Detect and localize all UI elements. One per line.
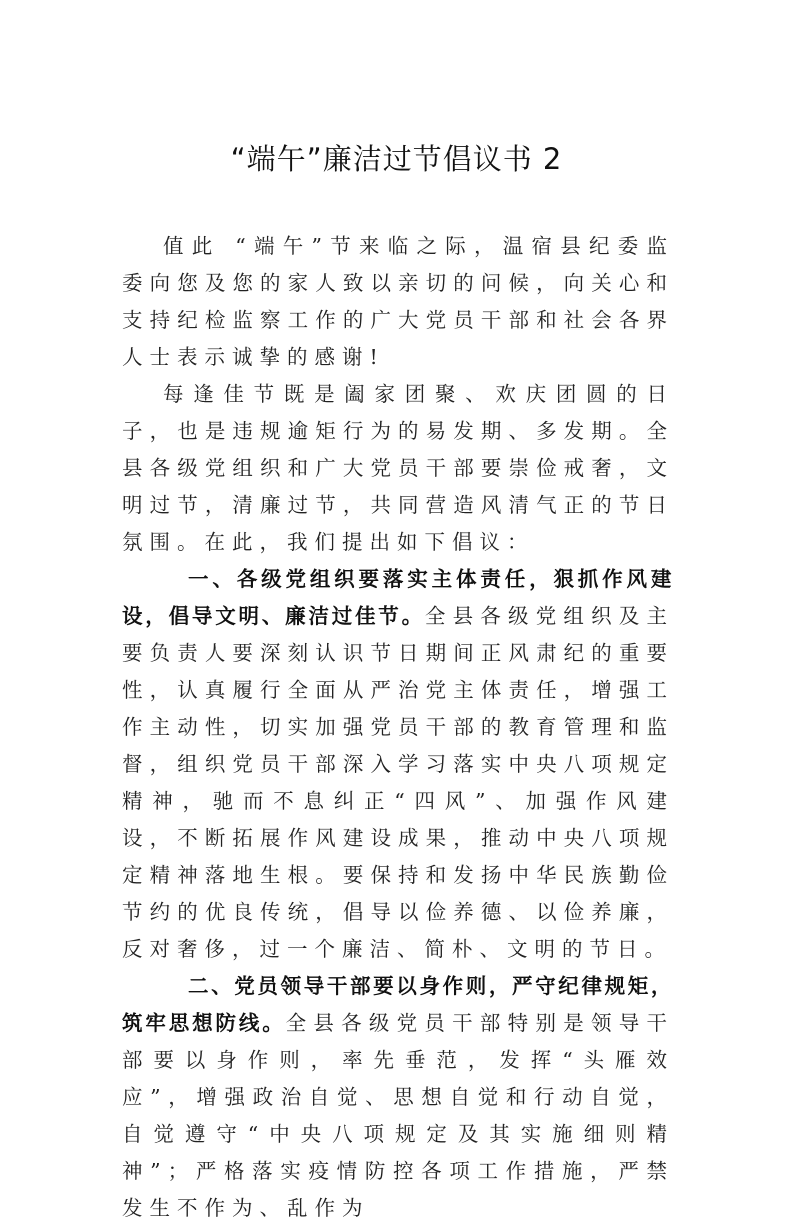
paragraph-proposal-1 (122, 561, 674, 968)
paragraph-text: 全县各级党员干部特别是领导干部要以身作则，率先垂范，发挥“头雁效应”，增强政治自觉、思想自觉和行动自觉，自觉遵守“中央八项规定及其实施细则精神”；严格落实疫情防控各项工作措施，严禁发生不作为、乱作为 (122, 1011, 675, 1220)
paragraph-intro (122, 376, 674, 561)
paragraph-text: 全县各级党组织及主要负责人要深刻认识节日期间正风肃纪的重要性，认真履行全面从严治党主体责任，增强工作主动性，切实加强党员干部的教育管理和监督，组织党员干部深入学习落实中央八项规定精神，驰而不息纠正“四风”、加强作风建设，不断拓展作风建设成果，推动中央八项规定精神落地生根。要保持和发扬中华民族勤俭节约的优良传统，倡导以俭养德、以俭养廉，反对奢侈，过一个廉洁、简朴、文明的节日。 (122, 604, 675, 961)
paragraph-text: 值此 “端午”节来临之际，温宿县纪委监委向您及您的家人致以亲切的问候，向关心和支持纪检监察工作的广大党员干部和社会各界人士表示诚挚的感谢! (122, 234, 674, 369)
proposal-heading: 一、各级党组织要落实主体责任，狠抓作风建设，倡导文明、廉洁过佳节。 (122, 567, 674, 628)
paragraph-proposal-2 (122, 968, 674, 1227)
document-title: “端午”廉洁过节倡议书 2 (230, 142, 563, 176)
paragraph-greeting (122, 228, 674, 376)
paragraph-text: 每逢佳节既是阖家团聚、欢庆团圆的日子，也是违规逾矩行为的易发期、多发期。全县各级党组织和广大党员干部要崇俭戒奢，文明过节，清廉过节，共同营造风清气正的节日氛围。在此，我们提出如下倡议： (122, 382, 674, 554)
document-body (122, 228, 674, 1227)
proposal-heading: 二、党员领导干部要以身作则，严守纪律规矩，筑牢思想防线。 (122, 974, 674, 1035)
